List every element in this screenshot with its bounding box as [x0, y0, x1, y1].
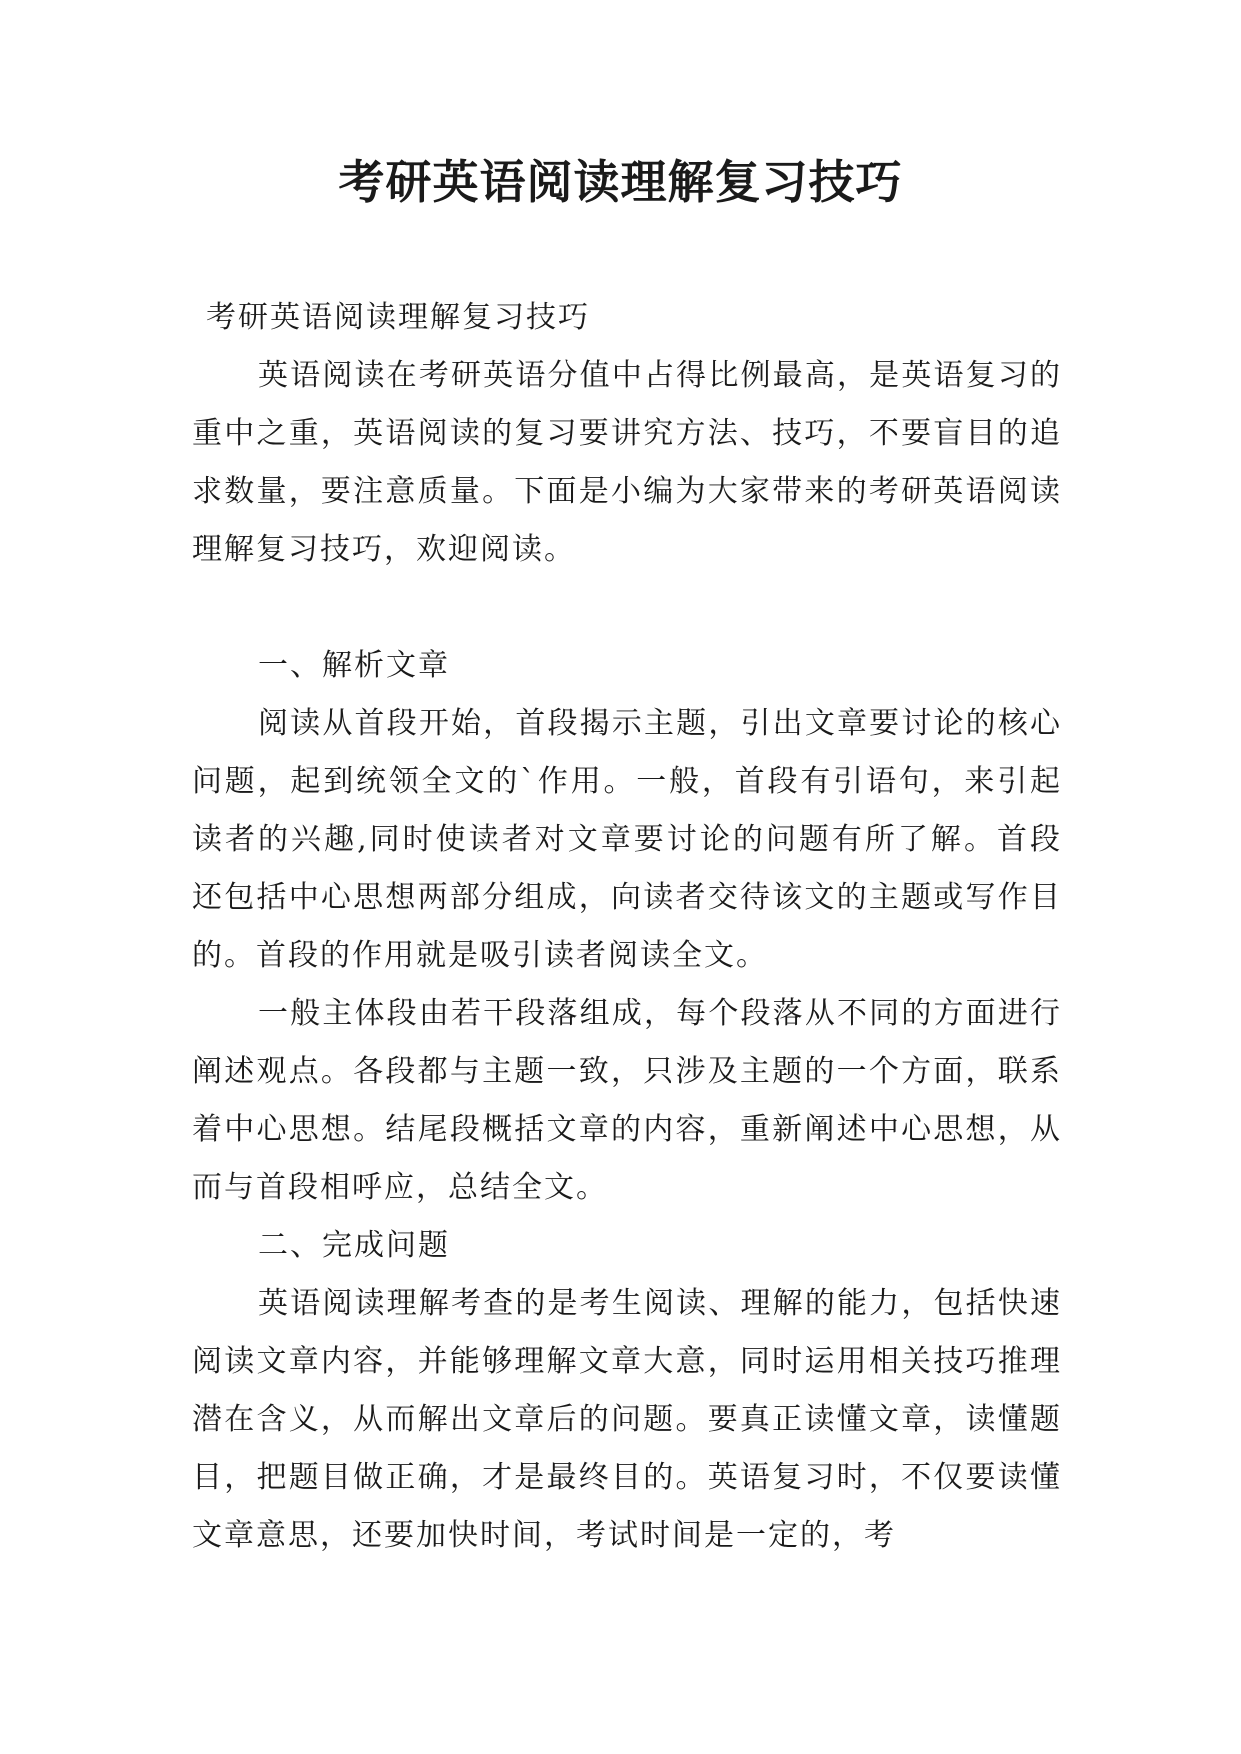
body-paragraph: 英语阅读理解考查的是考生阅读、理解的能力，包括快速阅读文章内容，并能够理解文章大意，同时运用相关技巧推理潜在含义，从而解出文章后的问题。要真正读懂文章，读懂题目，把题目做正确，才是最终目的。英语复习时，不仅要读懂文章意思，还要加快时间，考试时间是一定的，考 — [192, 1286, 1062, 1553]
paragraph-spacer — [192, 579, 1062, 637]
document-title: 考研英语阅读理解复习技巧 — [338, 155, 903, 209]
body-paragraph: 阅读从首段开始，首段揭示主题，引出文章要讨论的核心问题，起到统领全文的`作用。一般，首段有引语句，来引起读者的兴趣,同时使读者对文章要讨论的问题有所了解。首段还包括中心思想两部分组成，向读者交待该文的主题或写作目的。首段的作用就是吸引读者阅读全文。 — [192, 706, 1062, 973]
section-heading-analyze-article: 一、解析文章 — [258, 648, 450, 683]
document-body — [192, 289, 1062, 1565]
body-paragraph: 一般主体段由若干段落组成，每个段落从不同的方面进行阐述观点。各段都与主题一致，只涉及主题的一个方面，联系着中心思想。结尾段概括文章的内容，重新阐述中心思想，从而与首段相呼应，总结全文。 — [192, 996, 1062, 1205]
intro-paragraph: 英语阅读在考研英语分值中占得比例最高，是英语复习的重中之重，英语阅读的复习要讲究方法、技巧，不要盲目的追求数量，要注意质量。下面是小编为大家带来的考研英语阅读理解复习技巧，欢迎阅读。 — [192, 358, 1062, 567]
section-heading-complete-questions: 二、完成问题 — [258, 1228, 450, 1263]
document-subtitle: 考研英语阅读理解复习技巧 — [206, 300, 590, 335]
